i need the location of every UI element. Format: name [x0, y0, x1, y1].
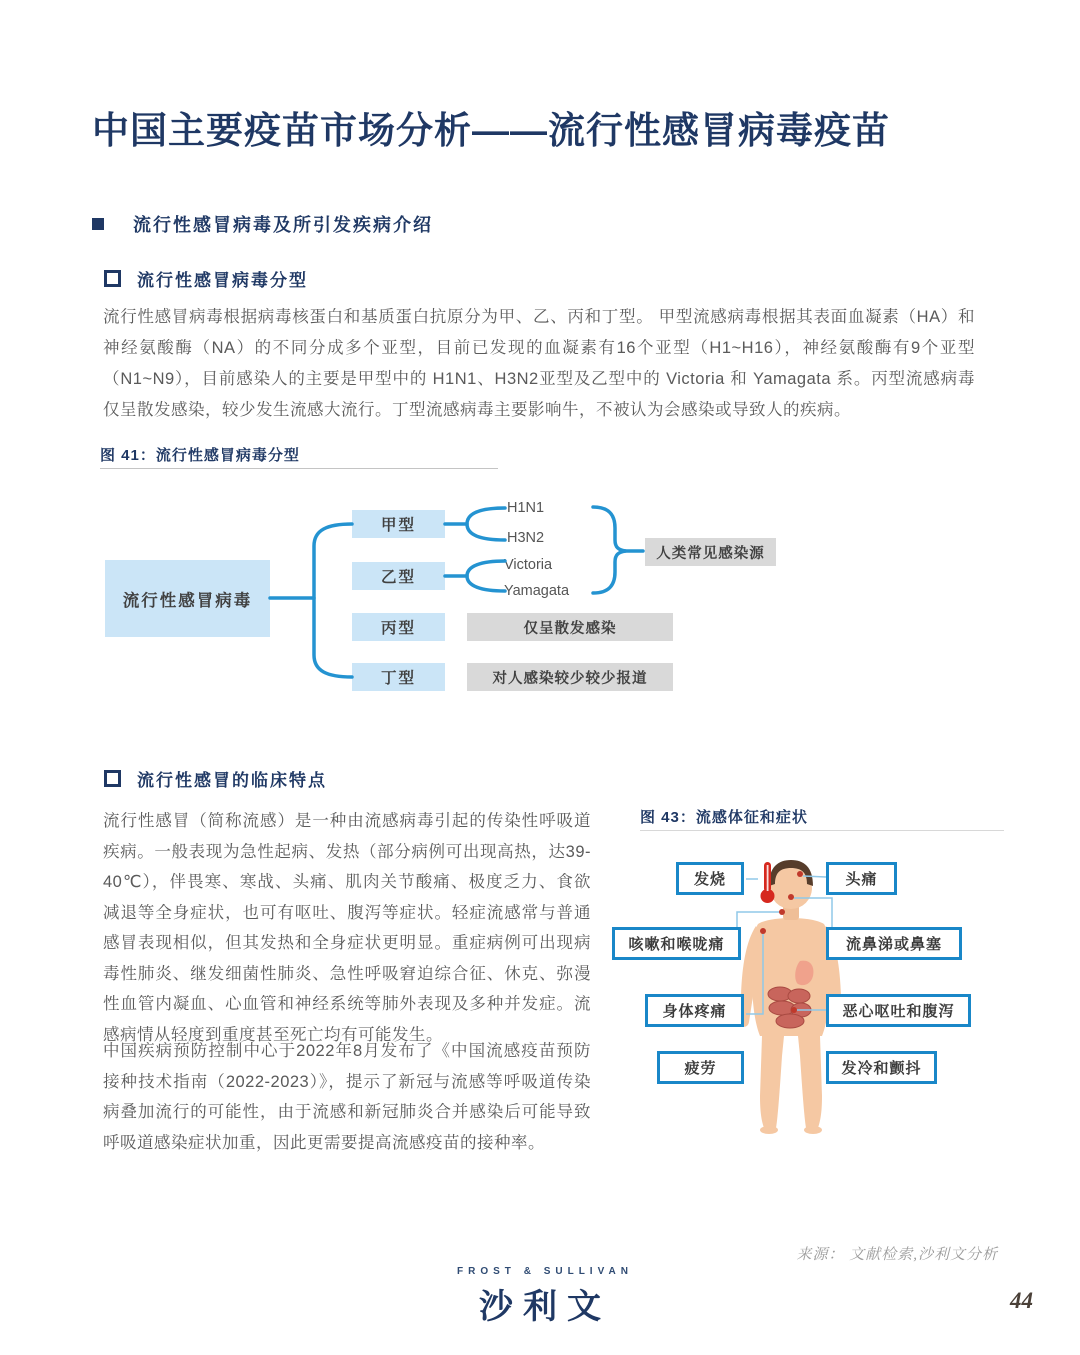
figure41-type-c-box: 丙型	[352, 613, 445, 641]
subtype-yamagata-label: Yamagata	[504, 583, 570, 599]
figure43-caption-rule	[640, 830, 1004, 831]
clinical-paragraph-1: 流行性感冒（简称流感）是一种由流感病毒引起的传染性呼吸道疾病。一般表现为急性起病、发热（部分病例可出现高热，达39-40℃），伴畏寒、寒战、头痛、肌肉关节酸痛、极度乏力、食欲减退等全身症状，也可有呕吐、腹泻等症状。轻症流感常与普通感冒表现相似，但其发热和全身症状更明显。重症病例可出现病毒性肺炎、继发细菌性肺炎、急性呼吸窘迫综合征、休克、弥漫性血管内凝血、心血管和神经系统等肺外表现及多种并发症。流感病情从轻度到重度甚至死亡均有可能发生。	[103, 812, 591, 1044]
symptom-box-fatigue: 疲劳	[657, 1051, 744, 1084]
figure41-common-source-box: 人类常见感染源	[645, 538, 776, 566]
subsection-heading-typing	[104, 266, 308, 291]
subsection-heading-clinical	[104, 766, 327, 791]
symptom-box-chills-shaking: 发冷和颤抖	[826, 1051, 937, 1084]
figure41-type-d-box: 丁型	[352, 663, 445, 691]
symptom-box-cough-sore-throat: 咳嗽和喉咙痛	[612, 927, 741, 960]
source-note: 来源： 文献检索,沙利文分析	[796, 1247, 998, 1263]
page-title: 中国主要疫苗市场分析——流行性感冒病毒疫苗	[92, 110, 890, 151]
page-number: 44	[1010, 1288, 1033, 1313]
section-heading-intro	[92, 211, 433, 237]
subsection-heading-text: 流行性感冒病毒分型	[137, 271, 308, 290]
section-heading-text: 流行性感冒病毒及所引发疾病介绍	[133, 215, 433, 235]
frost-sullivan-logo	[430, 1266, 660, 1328]
symptom-box-body-aches: 身体疼痛	[645, 994, 744, 1027]
figure41-caption: 图 41：流行性感冒病毒分型	[100, 447, 300, 464]
figure41-type-b-box: 乙型	[352, 562, 445, 590]
figure41-type-c-note-box: 仅呈散发感染	[467, 613, 673, 641]
typing-paragraph: 流行性感冒病毒根据病毒核蛋白和基质蛋白抗原分为甲、乙、丙和丁型。 甲型流感病毒根据其表面血凝素（HA）和神经氨酸酶（NA）的不同分成多个亚型，目前已发现的血凝素有16个亚型（H1~H16），神经氨酸酶有9个亚型（N1~N9），目前感染人的主要是甲型中的 H1N1、H3N2亚型及乙型中的 Victoria 和 Yamagata 系。丙型流感病毒仅呈散发感染，较少发生流感大流行。丁型流感病毒主要影响牛，不被认为会感染或导致人的疾病。	[103, 308, 975, 419]
figure41-brace-connectors	[95, 490, 795, 710]
figure43-caption: 图 43：流感体征和症状	[640, 809, 808, 826]
clinical-paragraph-2: 中国疾病预防控制中心于2022年8月发布了《中国流感疫苗预防接种技术指南（2022-2023）》，提示了新冠与流感等呼吸道传染病叠加流行的可能性，由于流感和新冠肺炎合并感染后可能导致呼吸道感染症状加重，因此更需要提高流感疫苗的接种率。	[103, 1042, 591, 1152]
figure41-root-box: 流行性感冒病毒	[105, 560, 270, 637]
symptom-box-runny-stuffy-nose: 流鼻涕或鼻塞	[826, 927, 962, 960]
figure41-type-a-box: 甲型	[352, 510, 445, 538]
subtype-h3n2-label: H3N2	[507, 530, 545, 546]
figure41-caption-rule	[100, 468, 498, 469]
symptom-box-nausea-vomit-diarrhea: 恶心呕吐和腹泻	[826, 994, 971, 1027]
symptom-box-fever: 发烧	[676, 862, 744, 895]
hollow-square-bullet-icon	[104, 270, 121, 287]
filled-square-bullet-icon	[92, 218, 104, 230]
figure41-type-d-note-box: 对人感染较少较少报道	[467, 663, 673, 691]
subtype-victoria-label: Victoria	[504, 557, 553, 573]
symptom-box-headache: 头痛	[826, 862, 897, 895]
logo-wordmark-en: FROST & SULLIVAN	[457, 1266, 633, 1277]
subsection-heading-text: 流行性感冒的临床特点	[137, 771, 327, 790]
hollow-square-bullet-icon	[104, 770, 121, 787]
logo-wordmark-cn: 沙利文	[479, 1288, 611, 1326]
subtype-h1n1-label: H1N1	[507, 500, 545, 516]
